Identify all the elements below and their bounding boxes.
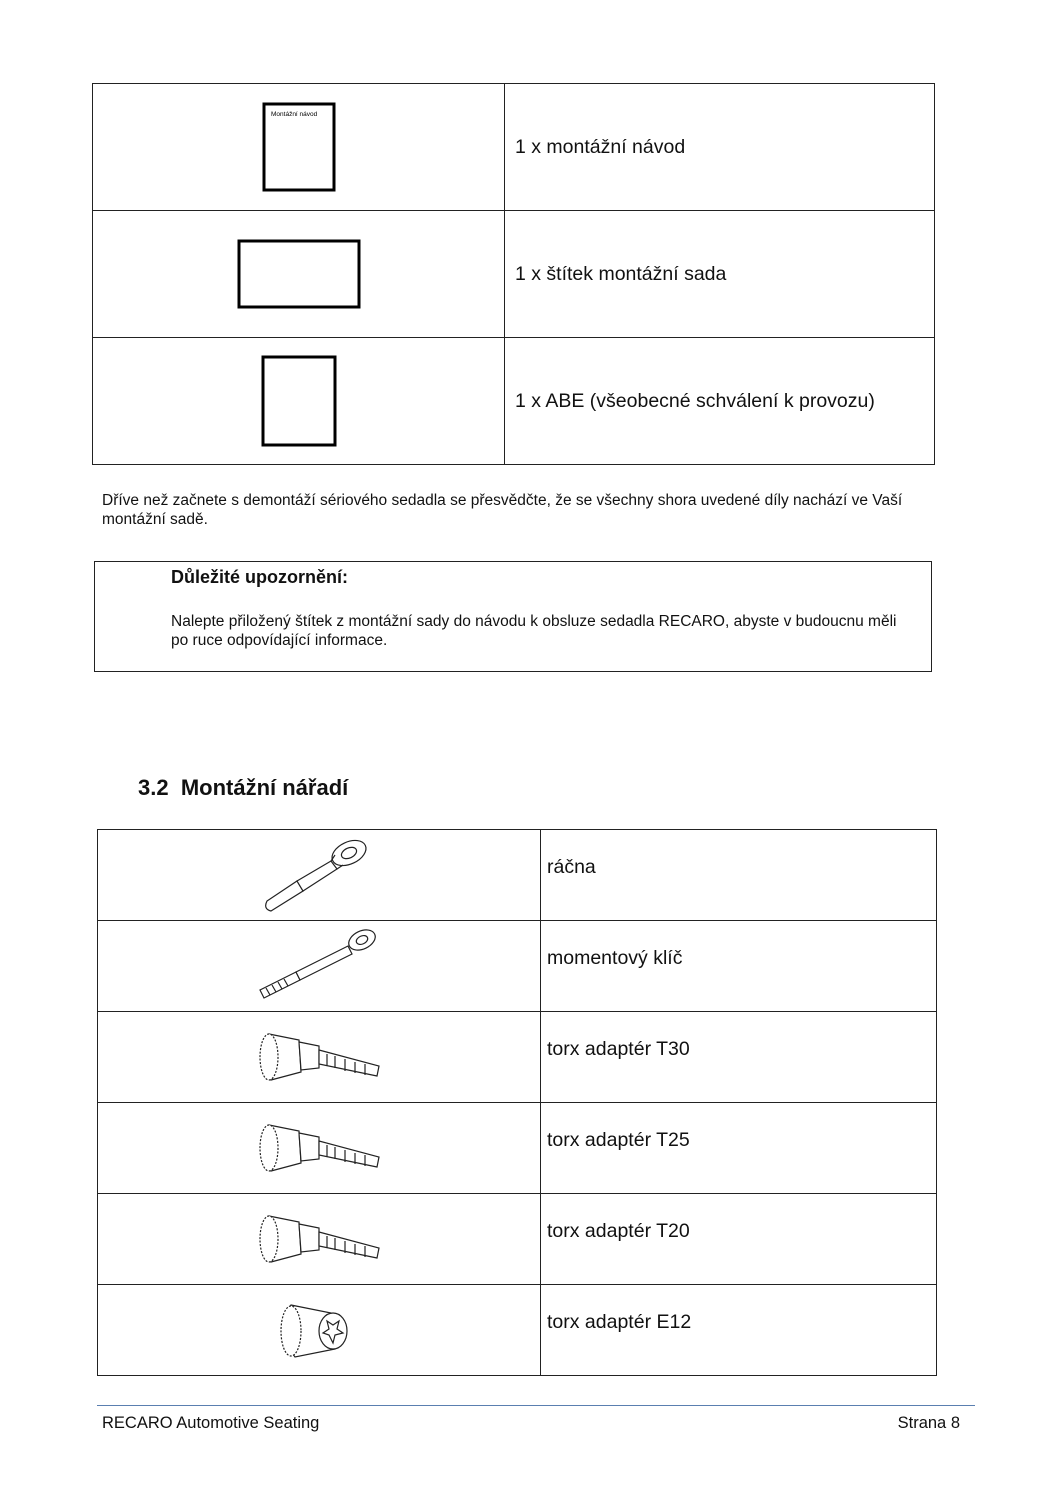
tool-description: torx adaptér T25 bbox=[541, 1103, 937, 1194]
svg-text:Montážní návod: Montážní návod bbox=[270, 111, 317, 118]
table-row bbox=[98, 1103, 937, 1194]
table-row bbox=[98, 1194, 937, 1285]
table-row bbox=[98, 1285, 937, 1376]
torque-wrench-icon bbox=[254, 926, 384, 1006]
footer-page-number: Strana 8 bbox=[897, 1414, 960, 1432]
part-description: 1 x montážní návod bbox=[505, 84, 935, 211]
table-row bbox=[93, 84, 935, 211]
part-description: 1 x ABE (všeobecné schválení k provozu) bbox=[505, 338, 935, 465]
tool-image-cell bbox=[98, 1103, 541, 1194]
parts-table bbox=[92, 83, 935, 465]
table-row bbox=[98, 921, 937, 1012]
part-image-cell bbox=[93, 84, 505, 211]
section-number: 3.2 bbox=[138, 775, 169, 800]
tool-image-cell bbox=[98, 921, 541, 1012]
tool-image-cell bbox=[98, 1285, 541, 1376]
ratchet-icon bbox=[259, 835, 379, 915]
tools-table bbox=[97, 829, 937, 1376]
notice-title: Důležité upozornění: bbox=[171, 567, 348, 587]
tool-image-cell bbox=[98, 830, 541, 921]
intro-paragraph: Dříve než začnete s demontáží sériového sedadla se přesvědčte, že se všechny shora uvedené díly nachází ve Vaší montážní sadě. bbox=[102, 492, 903, 528]
table-row bbox=[98, 1012, 937, 1103]
tool-description: torx adaptér E12 bbox=[541, 1285, 937, 1376]
section-heading bbox=[138, 775, 348, 801]
torx-socket-icon bbox=[269, 1295, 369, 1365]
part-image-cell bbox=[93, 211, 505, 338]
tool-description: ráčna bbox=[541, 830, 937, 921]
footer-company: RECARO Automotive Seating bbox=[102, 1414, 320, 1432]
part-description: 1 x štítek montážní sada bbox=[505, 211, 935, 338]
abe-document-icon bbox=[261, 355, 337, 447]
torx-bit-socket-icon bbox=[249, 1113, 389, 1183]
tool-description: torx adaptér T20 bbox=[541, 1194, 937, 1285]
section-title: Montážní nářadí bbox=[180, 775, 349, 800]
torx-bit-socket-icon bbox=[249, 1022, 389, 1092]
part-image-cell bbox=[93, 338, 505, 465]
table-row bbox=[93, 211, 935, 338]
tool-image-cell bbox=[98, 1194, 541, 1285]
tool-description: momentový klíč bbox=[541, 921, 937, 1012]
label-sticker-icon bbox=[237, 239, 361, 309]
footer-divider bbox=[97, 1405, 975, 1406]
notice-text: Nalepte přiložený štítek z montážní sady do návodu k obsluze sedadla RECARO, abyste v budoucnu měli po ruce odpovídající informace. bbox=[171, 613, 897, 649]
tool-description: torx adaptér T30 bbox=[541, 1012, 937, 1103]
notice-box bbox=[94, 561, 932, 672]
table-row bbox=[93, 338, 935, 465]
table-row bbox=[98, 830, 937, 921]
tool-image-cell bbox=[98, 1012, 541, 1103]
manual-icon bbox=[262, 102, 336, 192]
torx-bit-socket-icon bbox=[249, 1204, 389, 1274]
